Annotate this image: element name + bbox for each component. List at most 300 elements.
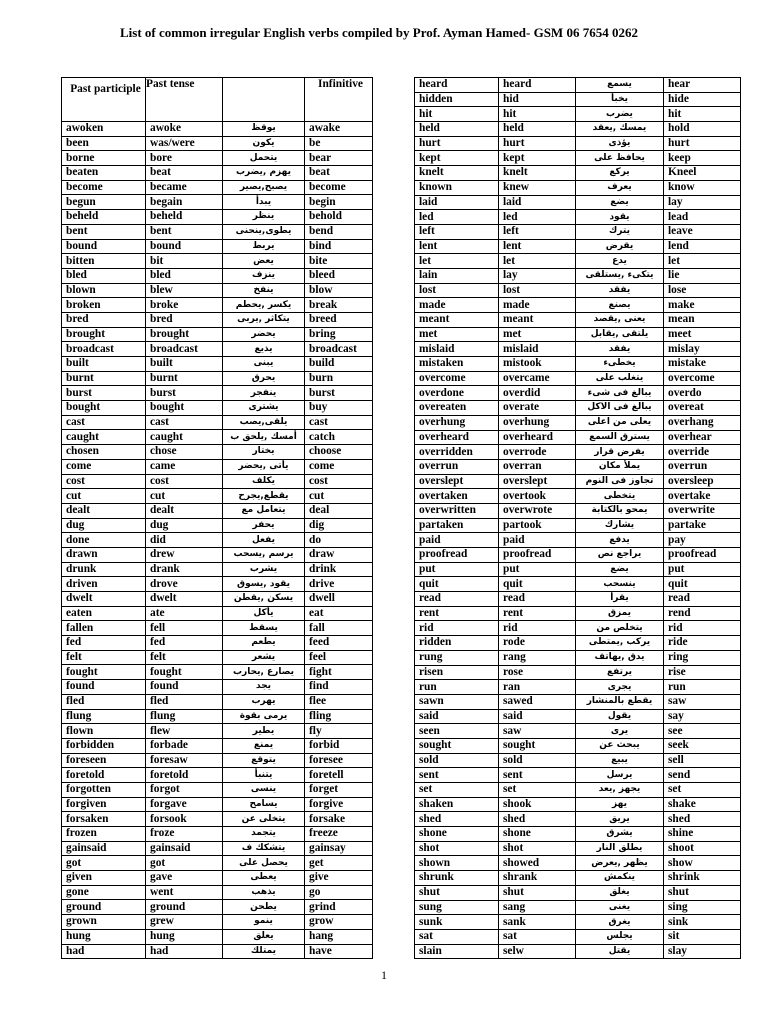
table-row	[62, 665, 373, 680]
arabic-meaning-cell: يفرض قرار	[576, 445, 664, 460]
infinitive-cell: drink	[305, 562, 373, 577]
infinitive-cell: overwrite	[664, 503, 741, 518]
arabic-meaning-cell: يحافظ على	[576, 151, 664, 166]
arabic-meaning-cell: يمسك ,يعقد	[576, 122, 664, 137]
past-participle-cell: begun	[62, 195, 146, 210]
past-participle-cell: shaken	[415, 797, 499, 812]
arabic-meaning-cell: يمنع	[223, 738, 305, 753]
past-tense-cell: forgave	[146, 797, 223, 812]
table-row	[415, 606, 741, 621]
past-participle-cell: borne	[62, 151, 146, 166]
table-row	[62, 841, 373, 856]
past-tense-cell: overheard	[499, 430, 576, 445]
past-tense-cell: forgot	[146, 782, 223, 797]
past-tense-cell: was/were	[146, 136, 223, 151]
past-participle-cell: caught	[62, 430, 146, 445]
table-row	[415, 592, 741, 607]
infinitive-cell: deal	[305, 503, 373, 518]
infinitive-cell: bite	[305, 254, 373, 269]
past-participle-cell: drunk	[62, 562, 146, 577]
table-row	[62, 342, 373, 357]
past-tense-cell: ground	[146, 900, 223, 915]
infinitive-cell: sit	[664, 929, 741, 944]
infinitive-cell: show	[664, 856, 741, 871]
past-participle-cell: sold	[415, 753, 499, 768]
arabic-meaning-cell: أمسك ,يلحق ب	[223, 430, 305, 445]
past-tense-cell: left	[499, 224, 576, 239]
infinitive-cell: do	[305, 533, 373, 548]
infinitive-cell: come	[305, 459, 373, 474]
infinitive-cell: go	[305, 885, 373, 900]
past-tense-cell: flew	[146, 724, 223, 739]
infinitive-cell: set	[664, 783, 741, 798]
infinitive-cell: quit	[664, 577, 741, 592]
arabic-meaning-cell: يبحث عن	[576, 738, 664, 753]
table-row	[415, 327, 741, 342]
infinitive-cell: put	[664, 562, 741, 577]
past-participle-cell: driven	[62, 577, 146, 592]
past-participle-cell: forgiven	[62, 797, 146, 812]
past-tense-cell: flung	[146, 709, 223, 724]
past-tense-cell: said	[499, 709, 576, 724]
infinitive-cell: fight	[305, 665, 373, 680]
past-tense-cell: proofread	[499, 548, 576, 563]
past-participle-cell: overeaten	[415, 401, 499, 416]
infinitive-cell: begin	[305, 195, 373, 210]
past-tense-cell: bit	[146, 254, 223, 269]
arabic-meaning-cell: يذهب	[223, 885, 305, 900]
past-participle-cell: forsaken	[62, 812, 146, 827]
infinitive-cell: broadcast	[305, 342, 373, 357]
past-participle-cell: had	[62, 944, 146, 959]
infinitive-cell: draw	[305, 547, 373, 562]
past-participle-cell: flung	[62, 709, 146, 724]
past-tense-cell: showed	[499, 856, 576, 871]
past-tense-cell: rid	[499, 621, 576, 636]
past-tense-cell: begain	[146, 195, 223, 210]
past-tense-cell: let	[499, 254, 576, 269]
table-row	[415, 298, 741, 313]
table-row	[415, 224, 741, 239]
table-row	[415, 415, 741, 430]
infinitive-cell: overrun	[664, 459, 741, 474]
arabic-meaning-cell: يوقظ	[223, 122, 305, 137]
arabic-meaning-cell: يترك	[576, 224, 664, 239]
infinitive-cell: lead	[664, 210, 741, 225]
infinitive-cell: forgive	[305, 797, 373, 812]
past-participle-cell: overtaken	[415, 489, 499, 504]
past-participle-cell: burnt	[62, 371, 146, 386]
past-participle-cell: grown	[62, 915, 146, 930]
infinitive-cell: partake	[664, 518, 741, 533]
arabic-meaning-cell: يتحمل	[223, 151, 305, 166]
past-participle-cell: cut	[62, 489, 146, 504]
infinitive-cell: seek	[664, 738, 741, 753]
table-row	[62, 371, 373, 386]
arabic-meaning-cell: يذيع	[223, 342, 305, 357]
infinitive-cell: slay	[664, 944, 741, 959]
past-tense-cell: caught	[146, 430, 223, 445]
past-participle-cell: rent	[415, 606, 499, 621]
table-row	[62, 900, 373, 915]
infinitive-cell: hang	[305, 929, 373, 944]
infinitive-cell: rise	[664, 665, 741, 680]
infinitive-cell: proofread	[664, 548, 741, 563]
arabic-meaning-cell: يمتلك	[223, 944, 305, 959]
arabic-meaning-cell: يجد	[223, 680, 305, 695]
table-row	[415, 210, 741, 225]
past-participle-cell: dug	[62, 518, 146, 533]
arabic-meaning-cell: يحضر	[223, 327, 305, 342]
infinitive-cell: freeze	[305, 827, 373, 842]
infinitive-cell: find	[305, 680, 373, 695]
arabic-meaning-cell: يؤذى	[576, 136, 664, 151]
arabic-meaning-cell: يبنى	[223, 357, 305, 372]
arabic-meaning-cell: يرسم ,يسحب	[223, 547, 305, 562]
table-row	[415, 753, 741, 768]
past-tense-cell: bound	[146, 239, 223, 254]
past-participle-cell: held	[415, 122, 499, 137]
arabic-meaning-cell: يتجمد	[223, 827, 305, 842]
arabic-meaning-cell: يغرق	[576, 915, 664, 930]
infinitive-cell: sing	[664, 900, 741, 915]
arabic-meaning-cell: يعلى من اعلى	[576, 415, 664, 430]
past-tense-cell: put	[499, 562, 576, 577]
past-tense-cell: became	[146, 180, 223, 195]
past-tense-cell: overtook	[499, 489, 576, 504]
past-participle-cell: done	[62, 533, 146, 548]
table-row	[415, 768, 741, 783]
past-participle-cell: set	[415, 783, 499, 798]
table-row	[415, 371, 741, 386]
arabic-meaning-cell: يتشكك ف	[223, 841, 305, 856]
past-participle-cell: sung	[415, 900, 499, 915]
infinitive-cell: burn	[305, 371, 373, 386]
past-participle-cell: beaten	[62, 166, 146, 181]
past-participle-cell: overrun	[415, 459, 499, 474]
table-row	[62, 606, 373, 621]
past-tense-cell: shrank	[499, 871, 576, 886]
arabic-meaning-cell: يعرف	[576, 180, 664, 195]
table-row	[415, 694, 741, 709]
table-row	[62, 180, 373, 195]
past-participle-cell: burst	[62, 386, 146, 401]
arabic-meaning-cell: يقتل	[576, 944, 664, 959]
past-participle-cell: beheld	[62, 210, 146, 225]
past-participle-cell: bent	[62, 224, 146, 239]
past-tense-cell: got	[146, 856, 223, 871]
arabic-meaning-cell: يسامح	[223, 797, 305, 812]
arabic-meaning-cell: يكلف	[223, 474, 305, 489]
past-participle-cell: risen	[415, 665, 499, 680]
past-participle-cell: flown	[62, 724, 146, 739]
table-row	[62, 210, 373, 225]
arabic-meaning-cell: يعنى ,يقصد	[576, 313, 664, 328]
past-tense-cell: sold	[499, 753, 576, 768]
infinitive-cell: sell	[664, 753, 741, 768]
infinitive-cell: send	[664, 768, 741, 783]
infinitive-cell: lend	[664, 239, 741, 254]
past-participle-cell: frozen	[62, 827, 146, 842]
table-row	[62, 738, 373, 753]
past-tense-cell: had	[146, 944, 223, 959]
past-participle-cell: built	[62, 357, 146, 372]
arabic-meaning-cell: يهز	[576, 797, 664, 812]
past-tense-cell: knelt	[499, 166, 576, 181]
infinitive-cell: let	[664, 254, 741, 269]
arabic-meaning-cell: يكون	[223, 136, 305, 151]
past-tense-cell: broke	[146, 298, 223, 313]
past-participle-cell: fought	[62, 665, 146, 680]
past-participle-cell: rung	[415, 650, 499, 665]
past-participle-cell: paid	[415, 533, 499, 548]
table-row	[415, 503, 741, 518]
past-participle-cell: blown	[62, 283, 146, 298]
infinitive-cell: mislay	[664, 342, 741, 357]
past-tense-cell: burst	[146, 386, 223, 401]
past-participle-cell: forgotten	[62, 782, 146, 797]
table-row	[415, 915, 741, 930]
past-tense-cell: quit	[499, 577, 576, 592]
arabic-meaning-cell: يطحن	[223, 900, 305, 915]
arabic-meaning-cell: يلتقى ,يقابل	[576, 327, 664, 342]
arabic-meaning-cell: يرسل	[576, 768, 664, 783]
arabic-meaning-cell: يلقى,يصب	[223, 415, 305, 430]
past-tense-cell: shut	[499, 885, 576, 900]
table-row	[415, 342, 741, 357]
past-participle-cell: hit	[415, 107, 499, 122]
past-participle-cell: read	[415, 592, 499, 607]
infinitive-cell: hit	[664, 107, 741, 122]
past-tense-cell: shed	[499, 812, 576, 827]
past-tense-cell: forsook	[146, 812, 223, 827]
table-row	[415, 239, 741, 254]
past-tense-cell: foretold	[146, 768, 223, 783]
past-tense-cell: laid	[499, 195, 576, 210]
table-row	[415, 929, 741, 944]
infinitive-cell: foresee	[305, 753, 373, 768]
past-tense-cell: ate	[146, 606, 223, 621]
arabic-meaning-cell: يظهر ,يعرض	[576, 856, 664, 871]
infinitive-cell: see	[664, 724, 741, 739]
table-row	[62, 151, 373, 166]
arabic-meaning-cell: يفعل	[223, 533, 305, 548]
infinitive-cell: behold	[305, 210, 373, 225]
header-translation	[223, 78, 305, 122]
arabic-meaning-cell: يصارع ,يحارب	[223, 665, 305, 680]
table-row	[415, 92, 741, 107]
past-tense-cell: shot	[499, 841, 576, 856]
infinitive-cell: Kneel	[664, 166, 741, 181]
arabic-meaning-cell: يتوقع	[223, 753, 305, 768]
past-tense-cell: bought	[146, 401, 223, 416]
past-participle-cell: sought	[415, 738, 499, 753]
arabic-meaning-cell: يريق	[576, 812, 664, 827]
past-tense-cell: kept	[499, 151, 576, 166]
past-tense-cell: drank	[146, 562, 223, 577]
past-participle-cell: broadcast	[62, 342, 146, 357]
table-row	[62, 915, 373, 930]
table-row	[415, 151, 741, 166]
past-participle-cell: awoken	[62, 122, 146, 137]
infinitive-cell: cut	[305, 489, 373, 504]
past-participle-cell: overheard	[415, 430, 499, 445]
past-tense-cell: overhung	[499, 415, 576, 430]
infinitive-cell: fall	[305, 621, 373, 636]
infinitive-cell: meet	[664, 327, 741, 342]
arabic-meaning-cell: يعلق	[223, 929, 305, 944]
past-tense-cell: meant	[499, 313, 576, 328]
past-participle-cell: mislaid	[415, 342, 499, 357]
past-participle-cell: shut	[415, 885, 499, 900]
arabic-meaning-cell: يحرق	[223, 371, 305, 386]
past-participle-cell: overwritten	[415, 503, 499, 518]
table-row	[62, 430, 373, 445]
past-tense-cell: bore	[146, 151, 223, 166]
past-tense-cell: went	[146, 885, 223, 900]
past-participle-cell: led	[415, 210, 499, 225]
table-row	[415, 283, 741, 298]
past-participle-cell: overhung	[415, 415, 499, 430]
past-participle-cell: known	[415, 180, 499, 195]
infinitive-cell: overcome	[664, 371, 741, 386]
infinitive-cell: bring	[305, 327, 373, 342]
past-tense-cell: found	[146, 680, 223, 695]
past-tense-cell: lent	[499, 239, 576, 254]
arabic-meaning-cell: يشارك	[576, 518, 664, 533]
infinitive-cell: keep	[664, 151, 741, 166]
past-tense-cell: read	[499, 592, 576, 607]
arabic-meaning-cell: يضع	[576, 195, 664, 210]
table-row	[62, 944, 373, 959]
past-tense-cell: rose	[499, 665, 576, 680]
arabic-meaning-cell: يدق ,يهاتف	[576, 650, 664, 665]
table-row	[415, 797, 741, 812]
table-row	[62, 195, 373, 210]
infinitive-cell: choose	[305, 445, 373, 460]
infinitive-cell: catch	[305, 430, 373, 445]
table-row	[62, 533, 373, 548]
past-tense-cell: cast	[146, 415, 223, 430]
arabic-meaning-cell: يصنع	[576, 298, 664, 313]
arabic-meaning-cell: يتكىء ,يستلقى	[576, 268, 664, 283]
table-row	[62, 694, 373, 709]
past-participle-cell: sawn	[415, 694, 499, 709]
past-participle-cell: bitten	[62, 254, 146, 269]
infinitive-cell: lose	[664, 283, 741, 298]
arabic-meaning-cell: يراجع نص	[576, 548, 664, 563]
past-tense-cell: dwelt	[146, 592, 223, 607]
table-row	[62, 386, 373, 401]
infinitive-cell: blow	[305, 283, 373, 298]
table-row	[415, 459, 741, 474]
past-tense-cell: set	[499, 783, 576, 798]
past-participle-cell: let	[415, 254, 499, 269]
table-row	[415, 357, 741, 372]
table-row	[415, 738, 741, 753]
past-tense-cell: overrode	[499, 445, 576, 460]
past-tense-cell: met	[499, 327, 576, 342]
arabic-meaning-cell: ينظر	[223, 210, 305, 225]
table-row	[62, 885, 373, 900]
past-participle-cell: shot	[415, 841, 499, 856]
arabic-meaning-cell: ينكمش	[576, 871, 664, 886]
past-participle-cell: given	[62, 871, 146, 886]
arabic-meaning-cell: يقود	[576, 210, 664, 225]
arabic-meaning-cell: يركع	[576, 166, 664, 181]
infinitive-cell: fling	[305, 709, 373, 724]
past-participle-cell: found	[62, 680, 146, 695]
past-participle-cell: mistaken	[415, 357, 499, 372]
table-row	[415, 827, 741, 842]
past-tense-cell: bent	[146, 224, 223, 239]
past-tense-cell: awoke	[146, 122, 223, 137]
table-row	[62, 474, 373, 489]
table-row	[415, 900, 741, 915]
infinitive-cell: get	[305, 856, 373, 871]
past-participle-cell: sat	[415, 929, 499, 944]
arabic-meaning-cell: يسكن ,يقطن	[223, 592, 305, 607]
past-participle-cell: bought	[62, 401, 146, 416]
past-tense-cell: knew	[499, 180, 576, 195]
infinitive-cell: dwell	[305, 592, 373, 607]
table-row	[415, 136, 741, 151]
table-row	[415, 518, 741, 533]
past-participle-cell: hidden	[415, 92, 499, 107]
infinitive-cell: grow	[305, 915, 373, 930]
infinitive-cell: overeat	[664, 401, 741, 416]
table-row	[62, 621, 373, 636]
infinitive-cell: eat	[305, 606, 373, 621]
arabic-meaning-cell: يغلق	[576, 885, 664, 900]
table-row	[415, 313, 741, 328]
past-participle-cell: overcome	[415, 371, 499, 386]
past-tense-cell: mistook	[499, 357, 576, 372]
infinitive-cell: ring	[664, 650, 741, 665]
past-participle-cell: proofread	[415, 548, 499, 563]
past-participle-cell: shed	[415, 812, 499, 827]
past-tense-cell: foresaw	[146, 753, 223, 768]
table-row	[62, 312, 373, 327]
arabic-meaning-cell: يغنى	[576, 900, 664, 915]
infinitive-cell: pay	[664, 533, 741, 548]
past-tense-cell: selw	[499, 944, 576, 959]
past-tense-cell: fought	[146, 665, 223, 680]
infinitive-cell: lie	[664, 268, 741, 283]
past-participle-cell: lost	[415, 283, 499, 298]
infinitive-cell: say	[664, 709, 741, 724]
arabic-meaning-cell: يبدأ	[223, 195, 305, 210]
past-participle-cell: quit	[415, 577, 499, 592]
past-tense-cell: overate	[499, 401, 576, 416]
arabic-meaning-cell: يمزق	[576, 606, 664, 621]
past-tense-cell: hid	[499, 92, 576, 107]
past-tense-cell: came	[146, 459, 223, 474]
arabic-meaning-cell: يرتفع	[576, 665, 664, 680]
infinitive-cell: become	[305, 180, 373, 195]
past-tense-cell: overran	[499, 459, 576, 474]
past-participle-cell: fed	[62, 636, 146, 651]
infinitive-cell: mistake	[664, 357, 741, 372]
table-row	[415, 195, 741, 210]
infinitive-cell: gainsay	[305, 841, 373, 856]
past-tense-cell: rode	[499, 636, 576, 651]
past-tense-cell: hit	[499, 107, 576, 122]
past-tense-cell: built	[146, 357, 223, 372]
infinitive-cell: make	[664, 298, 741, 313]
table-row	[415, 122, 741, 137]
arabic-meaning-cell: يتنبأ	[223, 768, 305, 783]
